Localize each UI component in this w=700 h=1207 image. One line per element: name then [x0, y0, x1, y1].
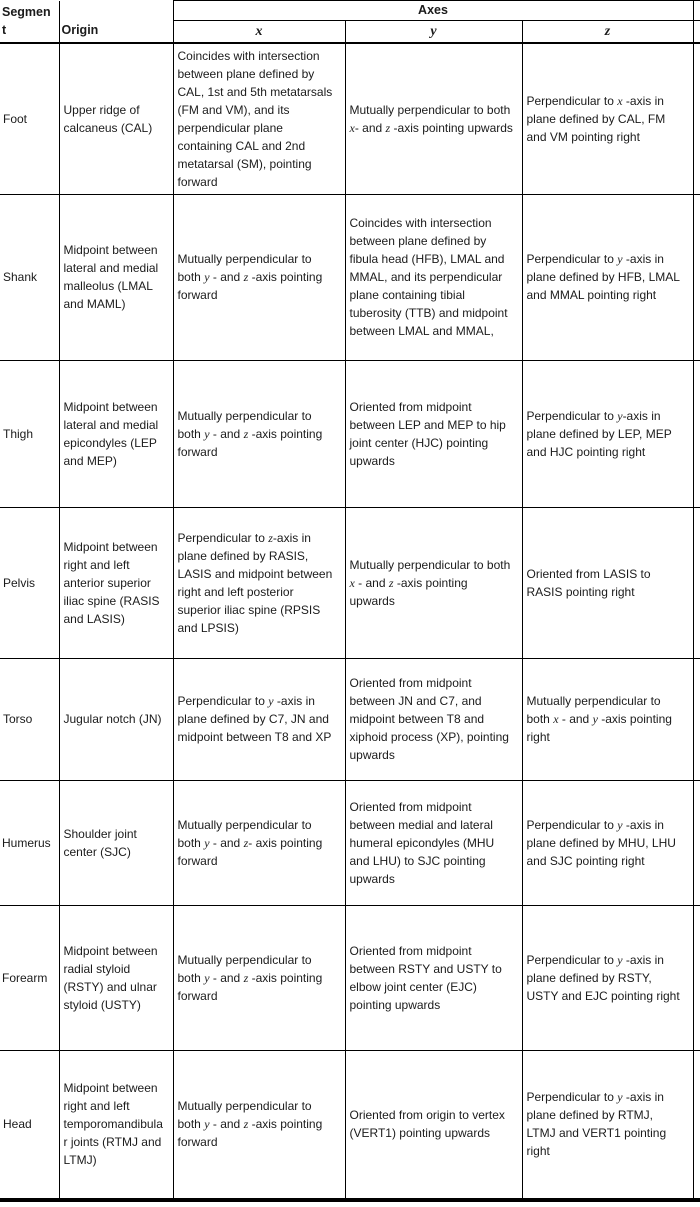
cell-shank-origin: Midpoint between lateral and medial malleolus (LMAL and MAML) [59, 194, 173, 360]
row-label-torso: Torso [0, 658, 59, 780]
cell-head-x: Mutually perpendicular to both y - and z -axis pointing forward [173, 1050, 345, 1200]
cell-torso-x: Perpendicular to y -axis in plane defined by C7, JN and midpoint between T8 and XP [173, 658, 345, 780]
cell-forearm-origin: Midpoint between radial styloid (RSTY) and ulnar styloid (USTY) [59, 905, 173, 1050]
row-label-pelvis: Pelvis [0, 507, 59, 658]
table-edge-tick [693, 507, 700, 658]
row-label-shank: Shank [0, 194, 59, 360]
cell-humerus-z: Perpendicular to y -axis in plane defined by MHU, LHU and SJC pointing right [522, 780, 693, 905]
table-row-humerus [0, 780, 700, 905]
table-edge-tick [693, 658, 700, 780]
table-edge-tick [693, 360, 700, 507]
cell-humerus-origin: Shoulder joint center (SJC) [59, 780, 173, 905]
cell-shank-y: Coincides with intersection between plane defined by fibula head (HFB), LMAL and MMAL, and its perpendicular plane containing tibial tuberosity (TTB) and midpoint between LMAL and MMAL, [345, 194, 522, 360]
cell-torso-z: Mutually perpendicular to both x - and y -axis pointing right [522, 658, 693, 780]
column-header-segment: Segment [0, 1, 59, 44]
row-label-humerus: Humerus [0, 780, 59, 905]
cell-shank-z: Perpendicular to y -axis in plane defined by HFB, LMAL and MMAL pointing right [522, 194, 693, 360]
table-row-shank [0, 194, 700, 360]
table-edge-tick [693, 43, 700, 194]
cell-foot-origin: Upper ridge of calcaneus (CAL) [59, 43, 173, 194]
table-row-pelvis [0, 507, 700, 658]
table-edge-tick [693, 21, 700, 44]
cell-thigh-z: Perpendicular to y-axis in plane defined by LEP, MEP and HJC pointing right [522, 360, 693, 507]
column-header-origin: Origin [59, 1, 173, 44]
row-label-thigh: Thigh [0, 360, 59, 507]
cell-humerus-y: Oriented from midpoint between medial and lateral humeral epicondyles (MHU and LHU) to SJC pointing upwards [345, 780, 522, 905]
cell-head-y: Oriented from origin to vertex (VERT1) pointing upwards [345, 1050, 522, 1200]
column-header-y: y [345, 21, 522, 44]
table-row-foot [0, 43, 700, 194]
cell-torso-y: Oriented from midpoint between JN and C7, and midpoint between T8 and xiphoid process (XP), pointing upwards [345, 658, 522, 780]
row-label-head: Head [0, 1050, 59, 1200]
column-header-z: z [522, 21, 693, 44]
cell-forearm-y: Oriented from midpoint between RSTY and USTY to elbow joint center (EJC) pointing upwards [345, 905, 522, 1050]
row-label-forearm: Forearm [0, 905, 59, 1050]
cell-head-z: Perpendicular to y -axis in plane defined by RTMJ, LTMJ and VERT1 pointing right [522, 1050, 693, 1200]
cell-forearm-x: Mutually perpendicular to both y - and z -axis pointing forward [173, 905, 345, 1050]
table-edge-tick [693, 1, 700, 21]
column-header-x: x [173, 21, 345, 44]
table-edge-tick [693, 1050, 700, 1200]
cell-torso-origin: Jugular notch (JN) [59, 658, 173, 780]
cell-foot-z: Perpendicular to x -axis in plane defined by CAL, FM and VM pointing right [522, 43, 693, 194]
row-label-foot: Foot [0, 43, 59, 194]
cell-pelvis-z: Oriented from LASIS to RASIS pointing right [522, 507, 693, 658]
cell-forearm-z: Perpendicular to y -axis in plane defined by RSTY, USTY and EJC pointing right [522, 905, 693, 1050]
header-row-axes [0, 1, 700, 21]
table-edge-tick [693, 780, 700, 905]
column-header-axes-group: Axes [173, 1, 693, 21]
cell-thigh-x: Mutually perpendicular to both y - and z -axis pointing forward [173, 360, 345, 507]
cell-thigh-origin: Midpoint between lateral and medial epicondyles (LEP and MEP) [59, 360, 173, 507]
cell-thigh-y: Oriented from midpoint between LEP and MEP to hip joint center (HJC) pointing upwards [345, 360, 522, 507]
cell-shank-x: Mutually perpendicular to both y - and z -axis pointing forward [173, 194, 345, 360]
table-row-torso [0, 658, 700, 780]
cell-humerus-x: Mutually perpendicular to both y - and z- axis pointing forward [173, 780, 345, 905]
cell-head-origin: Midpoint between right and left temporomandibular joints (RTMJ and LTMJ) [59, 1050, 173, 1200]
table-row-head [0, 1050, 700, 1200]
table-edge-tick [693, 194, 700, 360]
table-row-thigh [0, 360, 700, 507]
cell-foot-y: Mutually perpendicular to both x- and z -axis pointing upwards [345, 43, 522, 194]
cell-pelvis-x: Perpendicular to z-axis in plane defined by RASIS, LASIS and midpoint between right and left posterior superior iliac spine (RPSIS and LPSIS) [173, 507, 345, 658]
cell-foot-x: Coincides with intersection between plane defined by CAL, 1st and 5th metatarsals (FM and VM), and its perpendicular plane containing CAL and 2nd metatarsal (SM), pointing forward [173, 43, 345, 194]
cell-pelvis-origin: Midpoint between right and left anterior superior iliac spine (RASIS and LASIS) [59, 507, 173, 658]
table-row-forearm [0, 905, 700, 1050]
table-edge-tick [693, 905, 700, 1050]
cell-pelvis-y: Mutually perpendicular to both x - and z -axis pointing upwards [345, 507, 522, 658]
